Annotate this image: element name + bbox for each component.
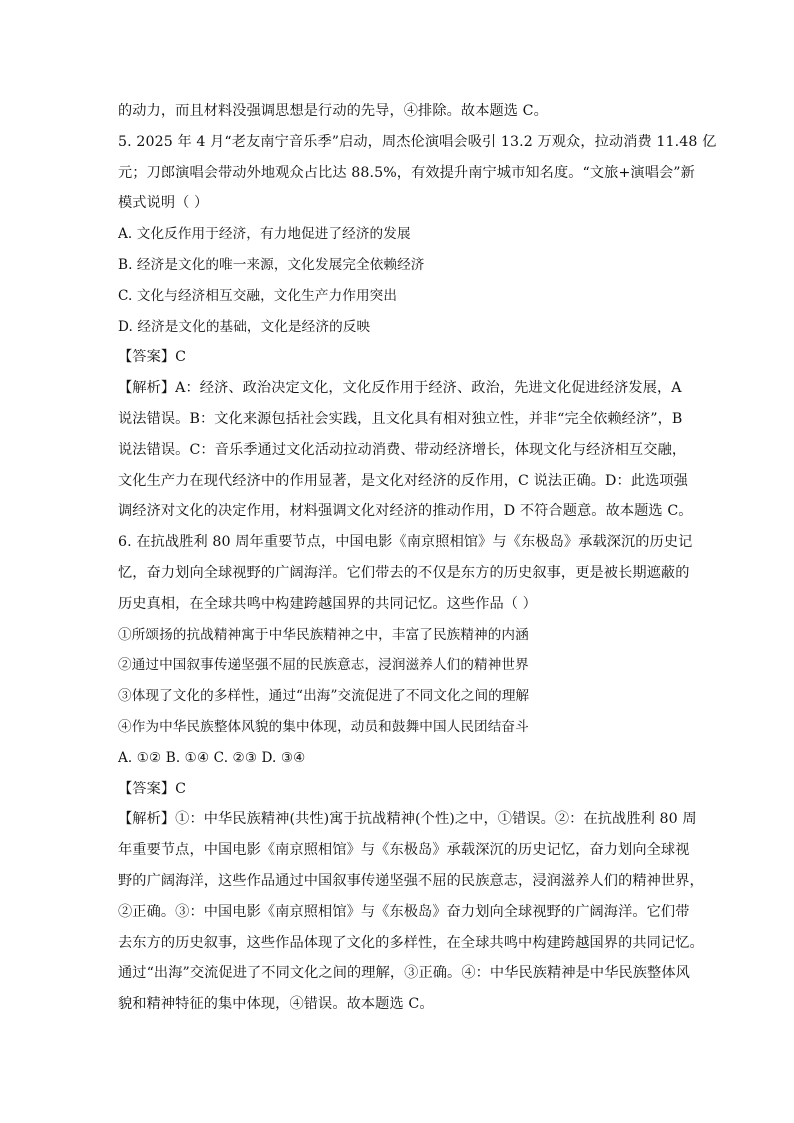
text-line: 通过“出海”交流促进了不同文化之间的理解，③正确。④：中华民族精神是中华民族整体风 xyxy=(118,965,690,982)
text-line: D. 经济是文化的基础，文化是经济的反映 xyxy=(118,318,371,335)
text-line: 文化生产力在现代经济中的作用显著，是文化对经济的反作用，C 说法正确。D：此选项强 xyxy=(118,472,688,489)
text-line: A. ①② B. ①④ C. ②③ D. ③④ xyxy=(118,749,306,766)
text-line: 的动力，而且材料没强调思想是行动的先导，④排除。故本题选 C。 xyxy=(118,103,548,119)
text-line: ④作为中华民族整体风貌的集中体现，动员和鼓舞中国人民团结奋斗 xyxy=(118,718,529,735)
text-line: 调经济对文化的决定作用，材料强调文化对经济的推动作用，D 不符合题意。故本题选 C。 xyxy=(118,503,693,520)
text-line: ②通过中国叙事传递坚强不屈的民族意志，浸润滋养人们的精神世界 xyxy=(118,657,529,674)
text-line: 6. 在抗战胜利 80 周年重要节点，中国电影《南京照相馆》与《东极岛》承载深沉的历史记 xyxy=(118,534,693,551)
text-line: 5. 2025 年 4 月“老友南宁音乐季”启动，周杰伦演唱会吸引 13.2 万观众，拉动消费 11.48 亿 xyxy=(118,133,717,150)
text-line: B. 经济是文化的唯一来源，文化发展完全依赖经济 xyxy=(118,256,425,273)
text-line: ②正确。③：中国电影《南京照相馆》与《东极岛》奋力划向全球视野的广阔海洋。它们带 xyxy=(118,903,690,920)
text-line: 【答案】C xyxy=(118,780,187,797)
text-line: 【答案】C xyxy=(118,349,187,366)
text-line: 【解析】①：中华民族精神(共性)寓于抗战精神(个性)之中，①错误。②：在抗战胜利 80 周 xyxy=(118,811,697,828)
text-line: 【解析】A：经济、政治决定文化，文化反作用于经济、政治，先进文化促进经济发展，A xyxy=(118,380,682,397)
text-line: A. 文化反作用于经济，有力地促进了经济的发展 xyxy=(118,226,411,243)
page-content xyxy=(118,96,717,1020)
text-line: 说法错误。C：音乐季通过文化活动拉动消费、带动经济增长，体现文化与经济相互交融， xyxy=(118,441,687,458)
text-line: 貌和精神特征的集中体现，④错误。故本题选 C。 xyxy=(118,996,434,1013)
text-line: 模式说明（ ） xyxy=(118,195,209,212)
text-line: 元；刀郎演唱会带动外地观众占比达 88.5%，有效提升南宁城市知名度。“文旅+演唱会”新 xyxy=(118,164,695,181)
text-line: C. 文化与经济相互交融，文化生产力作用突出 xyxy=(118,287,398,304)
text-line: 年重要节点，中国电影《南京照相馆》与《东极岛》承载深沉的历史记忆，奋力划向全球视 xyxy=(118,842,690,859)
text-line: 说法错误。B：文化来源包括社会实践，且文化具有相对独立性，并非“完全依赖经济”，B xyxy=(118,410,683,427)
text-line: 历史真相，在全球共鸣中构建跨越国界的共同记忆。这些作品（ ） xyxy=(118,595,537,612)
text-line: ③体现了文化的多样性，通过“出海”交流促进了不同文化之间的理解 xyxy=(118,688,530,705)
text-line: 去东方的历史叙事，这些作品体现了文化的多样性，在全球共鸣中构建跨越国界的共同记忆。 xyxy=(118,934,704,951)
text-line: 忆，奋力划向全球视野的广阔海洋。它们带去的不仅是东方的历史叙事，更是被长期遮蔽的 xyxy=(118,564,690,581)
text-line: 野的广阔海洋，这些作品通过中国叙事传递坚强不屈的民族意志，浸润滋养人们的精神世界， xyxy=(118,872,704,889)
text-line: ①所颂扬的抗战精神寓于中华民族精神之中，丰富了民族精神的内涵 xyxy=(118,626,529,643)
